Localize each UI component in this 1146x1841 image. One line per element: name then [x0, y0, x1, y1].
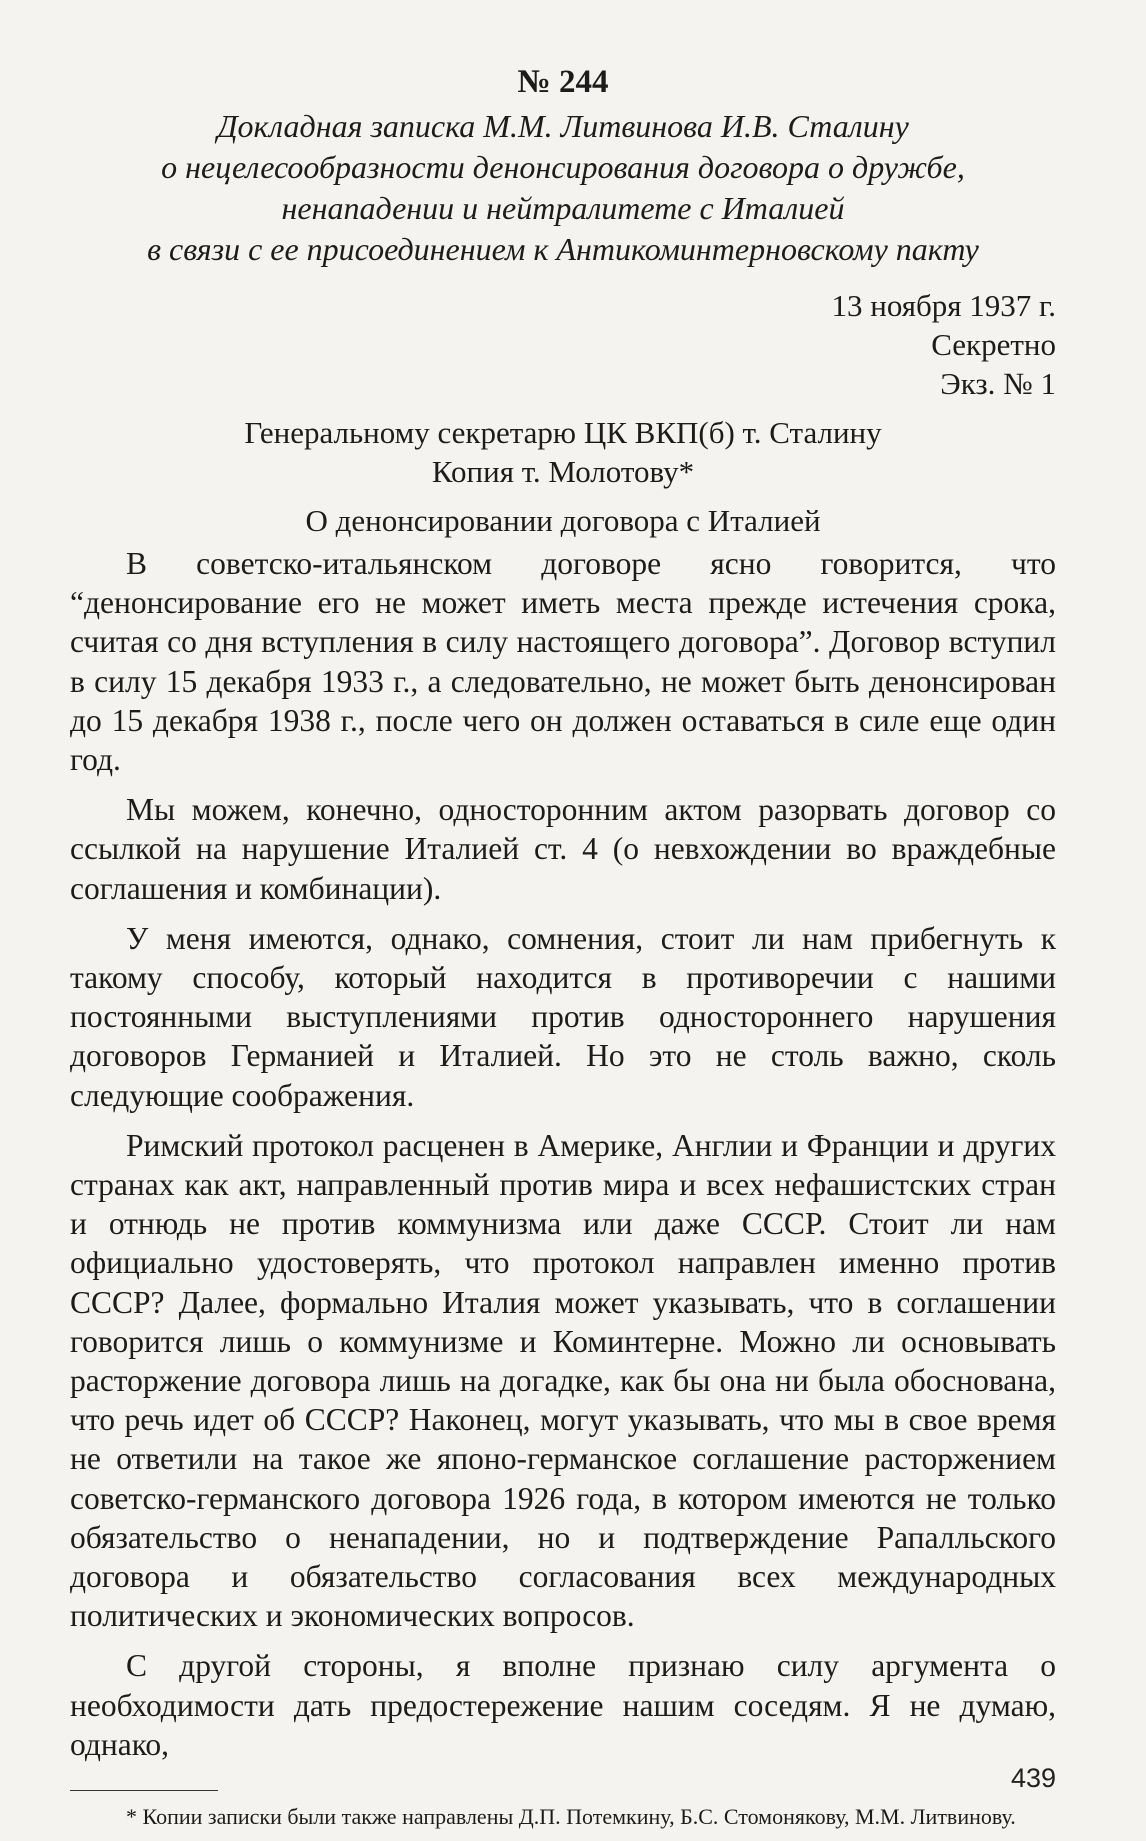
- document-title: [70, 106, 1056, 270]
- footnote: * Копии записки были также направлены Д.П. Потемкину, Б.С. Стомонякову, М.М. Литвинову.: [126, 1804, 1016, 1830]
- title-line: ненападении и нейтралитете с Италией: [281, 190, 845, 226]
- addressee: Генеральному секретарю ЦК ВКП(б) т. Сталину: [244, 415, 882, 450]
- body-paragraph: В советско-итальянском договоре ясно говорится, что “денонсирование его не может иметь места прежде истечения срока, считая со дня вступления в силу настоящего договора”. Договор вступил в силу 15 декабря 1933 г., а следовательно, не может быть денонсирован до 15 декабря 1938 г., после чего он должен оставаться в силе еще один год.: [70, 546, 1056, 778]
- body-paragraph: Римский протокол расценен в Америке, Англии и Франции и других странах как акт, направленный против мира и всех нефашистских стран и отнюдь не против коммунизма или даже СССР. Стоит ли нам официально удостоверять, что протокол направлен именно против СССР? Далее, формально Италия может указывать, что в соглашении говорится лишь о коммунизме и Коминтерне. Можно ли основывать расторжение договора лишь на догадке, как бы она ни была обоснована, что речь идет об СССР? Наконец, могут указывать, что мы в свое время не ответили на такое же японо-германское соглашение расторжением советско-германского договора 1926 года, в котором имеются не только обязательство о ненападении, но и подтверждение Рапалльского договора и обязательство согласования всех международных политических и экономических вопросов.: [70, 1127, 1056, 1634]
- title-line: о нецелесообразности денонсирования договора о дружбе,: [161, 149, 965, 185]
- title-line: Докладная записка М.М. Литвинова И.В. Сталину: [217, 108, 909, 144]
- document-number: № 244: [517, 64, 609, 100]
- title-line: в связи с ее присоединением к Антикоминтерновскому пакту: [147, 231, 979, 267]
- document-meta: [70, 286, 1056, 403]
- document-date: 13 ноября 1937 г.: [831, 288, 1056, 323]
- copy-number: Экз. № 1: [940, 366, 1056, 401]
- classification-mark: Секретно: [931, 327, 1056, 362]
- copy-recipient: Копия т. Молотову*: [431, 454, 695, 489]
- document-subject: О денонсировании договора с Италией: [305, 503, 821, 538]
- footnote-divider: [70, 1790, 218, 1791]
- document-page: [70, 62, 1056, 1832]
- page-number: 439: [1010, 1763, 1056, 1793]
- addressee-block: [70, 413, 1056, 491]
- body-paragraph: Мы можем, конечно, односторонним актом разорвать договор со ссылкой на нарушение Италией ст. 4 (о невхождении во враждебные соглашения и комбинации).: [70, 792, 1056, 906]
- body-paragraph: С другой стороны, я вполне признаю силу аргумента о необходимости дать предостережение нашим соседям. Я не думаю, однако,: [70, 1648, 1056, 1762]
- body-paragraph: У меня имеются, однако, сомнения, стоит ли нам прибегнуть к такому способу, который находится в противоречии с нашими постоянными выступлениями против одностороннего нарушения договоров Германией и Италией. Но это не столь важно, сколь следующие соображения.: [70, 920, 1056, 1113]
